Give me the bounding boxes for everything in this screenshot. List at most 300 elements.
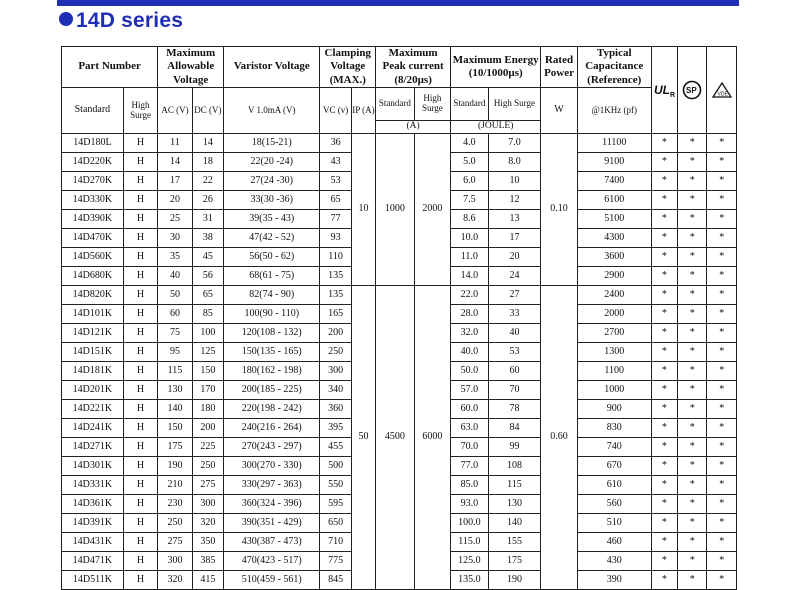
header-v1ma: V 1.0mA (V) [224, 88, 320, 134]
cell-energy-standard: 93.0 [451, 495, 488, 514]
cell-cert-vde: * [707, 343, 737, 362]
cell-cert-vde: * [707, 495, 737, 514]
cell-energy-high-surge: 155 [488, 533, 541, 552]
cell-energy-standard: 14.0 [451, 267, 488, 286]
cell-clamping-voltage: 200 [320, 324, 351, 343]
cell-dc-voltage: 125 [192, 343, 223, 362]
cell-energy-standard: 8.6 [451, 210, 488, 229]
cert-ul [651, 47, 677, 134]
header-clamping-voltage: Clamping Voltage (MAX.) [320, 47, 376, 88]
cell-capacitance: 460 [577, 533, 651, 552]
cell-clamping-voltage: 135 [320, 267, 351, 286]
cell-capacitance: 390 [577, 571, 651, 590]
cell-high-surge: H [123, 324, 157, 343]
cell-dc-voltage: 14 [192, 134, 223, 153]
cell-energy-high-surge: 130 [488, 495, 541, 514]
cell-varistor-voltage: 27(24 -30) [224, 172, 320, 191]
cell-ac-voltage: 25 [158, 210, 192, 229]
cell-energy-standard: 115.0 [451, 533, 488, 552]
cell-ac-voltage: 230 [158, 495, 192, 514]
header-ip: IP (A) [351, 88, 375, 134]
header-w: W [541, 88, 577, 134]
cell-cert-csa: * [678, 362, 707, 381]
cell-cert-vde: * [707, 248, 737, 267]
cell-dc-voltage: 45 [192, 248, 223, 267]
cell-energy-standard: 7.5 [451, 191, 488, 210]
cell-cert-ul: * [651, 495, 677, 514]
cell-cert-ul: * [651, 153, 677, 172]
cell-ac-voltage: 210 [158, 476, 192, 495]
cell-part-number: 14D101K [62, 305, 124, 324]
cell-varistor-voltage: 220(198 - 242) [224, 400, 320, 419]
cell-varistor-voltage: 360(324 - 396) [224, 495, 320, 514]
cell-capacitance: 1300 [577, 343, 651, 362]
cell-ac-voltage: 60 [158, 305, 192, 324]
cell-cert-vde: * [707, 552, 737, 571]
cell-energy-high-surge: 12 [488, 191, 541, 210]
cell-cert-vde: * [707, 305, 737, 324]
cell-energy-high-surge: 60 [488, 362, 541, 381]
cell-capacitance: 9100 [577, 153, 651, 172]
cell-cert-ul: * [651, 400, 677, 419]
cell-clamping-voltage: 135 [320, 286, 351, 305]
cell-cert-vde: * [707, 381, 737, 400]
cell-cert-ul: * [651, 134, 677, 153]
cell-cert-csa: * [678, 495, 707, 514]
cell-energy-high-surge: 10 [488, 172, 541, 191]
cell-dc-voltage: 385 [192, 552, 223, 571]
cell-part-number: 14D180L [62, 134, 124, 153]
cell-cert-vde: * [707, 210, 737, 229]
cell-varistor-voltage: 470(423 - 517) [224, 552, 320, 571]
cell-cert-csa: * [678, 476, 707, 495]
cell-energy-standard: 85.0 [451, 476, 488, 495]
cell-energy-high-surge: 7.0 [488, 134, 541, 153]
cell-varistor-voltage: 390(351 - 429) [224, 514, 320, 533]
cell-part-number: 14D471K [62, 552, 124, 571]
cell-varistor-voltage: 150(135 - 165) [224, 343, 320, 362]
cell-capacitance: 4300 [577, 229, 651, 248]
cert-vde [707, 47, 737, 134]
cell-ac-voltage: 250 [158, 514, 192, 533]
cell-capacitance: 430 [577, 552, 651, 571]
cell-cert-csa: * [678, 571, 707, 590]
cell-high-surge: H [123, 248, 157, 267]
cell-high-surge: H [123, 343, 157, 362]
cell-ac-voltage: 50 [158, 286, 192, 305]
cell-high-surge: H [123, 210, 157, 229]
cell-cert-ul: * [651, 552, 677, 571]
cell-cert-csa: * [678, 172, 707, 191]
cell-high-surge: H [123, 514, 157, 533]
cell-capacitance: 6100 [577, 191, 651, 210]
cell-energy-high-surge: 8.0 [488, 153, 541, 172]
cell-dc-voltage: 170 [192, 381, 223, 400]
cell-high-surge: H [123, 267, 157, 286]
header-ac-v: AC (V) [158, 88, 192, 134]
header-unit-a: (A) [376, 121, 451, 134]
cell-energy-standard: 57.0 [451, 381, 488, 400]
cell-cert-csa: * [678, 191, 707, 210]
cell-clamping-voltage: 650 [320, 514, 351, 533]
cell-part-number: 14D301K [62, 457, 124, 476]
header-energy-standard: Standard [451, 88, 488, 121]
cell-group-ip: 50 [351, 286, 375, 590]
cell-part-number: 14D271K [62, 438, 124, 457]
cell-dc-voltage: 26 [192, 191, 223, 210]
cell-varistor-voltage: 270(243 - 297) [224, 438, 320, 457]
cell-dc-voltage: 22 [192, 172, 223, 191]
cell-capacitance: 2700 [577, 324, 651, 343]
cell-high-surge: H [123, 229, 157, 248]
cell-high-surge: H [123, 457, 157, 476]
cell-energy-standard: 5.0 [451, 153, 488, 172]
cell-part-number: 14D331K [62, 476, 124, 495]
cell-high-surge: H [123, 153, 157, 172]
cell-high-surge: H [123, 495, 157, 514]
cell-varistor-voltage: 240(216 - 264) [224, 419, 320, 438]
spec-table-body [62, 134, 737, 590]
cell-energy-high-surge: 78 [488, 400, 541, 419]
cell-cert-vde: * [707, 229, 737, 248]
cell-ac-voltage: 11 [158, 134, 192, 153]
cell-group-peak-high: 6000 [414, 286, 450, 590]
cell-ac-voltage: 300 [158, 552, 192, 571]
cell-energy-standard: 11.0 [451, 248, 488, 267]
cell-energy-standard: 50.0 [451, 362, 488, 381]
cell-cert-ul: * [651, 210, 677, 229]
cell-cert-csa: * [678, 514, 707, 533]
cell-high-surge: H [123, 400, 157, 419]
cell-capacitance: 7400 [577, 172, 651, 191]
cell-part-number: 14D270K [62, 172, 124, 191]
cell-high-surge: H [123, 381, 157, 400]
cell-energy-standard: 135.0 [451, 571, 488, 590]
cell-varistor-voltage: 100(90 - 110) [224, 305, 320, 324]
cell-part-number: 14D151K [62, 343, 124, 362]
cell-cert-csa: * [678, 552, 707, 571]
cell-group-peak-std: 4500 [376, 286, 415, 590]
cell-cert-ul: * [651, 571, 677, 590]
cell-cert-csa: * [678, 267, 707, 286]
cell-varistor-voltage: 120(108 - 132) [224, 324, 320, 343]
cell-clamping-voltage: 455 [320, 438, 351, 457]
table-row [62, 286, 737, 305]
cell-dc-voltage: 300 [192, 495, 223, 514]
cell-part-number: 14D201K [62, 381, 124, 400]
cell-cert-ul: * [651, 324, 677, 343]
cell-energy-standard: 6.0 [451, 172, 488, 191]
cell-energy-high-surge: 115 [488, 476, 541, 495]
cell-energy-standard: 60.0 [451, 400, 488, 419]
cell-clamping-voltage: 395 [320, 419, 351, 438]
cell-varistor-voltage: 47(42 - 52) [224, 229, 320, 248]
cell-cert-vde: * [707, 286, 737, 305]
cell-high-surge: H [123, 438, 157, 457]
cell-cert-csa: * [678, 438, 707, 457]
cell-dc-voltage: 200 [192, 419, 223, 438]
cell-cert-ul: * [651, 457, 677, 476]
cell-energy-standard: 125.0 [451, 552, 488, 571]
cell-ac-voltage: 40 [158, 267, 192, 286]
svg-text:VDE: VDE [717, 91, 728, 98]
cell-cert-ul: * [651, 305, 677, 324]
cell-high-surge: H [123, 191, 157, 210]
cell-ac-voltage: 35 [158, 248, 192, 267]
cell-group-peak-high: 2000 [414, 134, 450, 286]
cell-cert-csa: * [678, 324, 707, 343]
svg-text:SP: SP [686, 86, 697, 95]
cell-ac-voltage: 150 [158, 419, 192, 438]
cell-high-surge: H [123, 305, 157, 324]
cell-capacitance: 1000 [577, 381, 651, 400]
cell-cert-vde: * [707, 191, 737, 210]
cell-varistor-voltage: 33(30 -36) [224, 191, 320, 210]
cell-cert-vde: * [707, 324, 737, 343]
cell-ac-voltage: 320 [158, 571, 192, 590]
cell-energy-standard: 4.0 [451, 134, 488, 153]
cell-ac-voltage: 30 [158, 229, 192, 248]
title-text: 14D series [76, 9, 184, 32]
bullet-icon [59, 12, 73, 26]
cell-cert-csa: * [678, 153, 707, 172]
cell-dc-voltage: 65 [192, 286, 223, 305]
cell-high-surge: H [123, 134, 157, 153]
cell-high-surge: H [123, 476, 157, 495]
cell-capacitance: 2000 [577, 305, 651, 324]
cell-dc-voltage: 415 [192, 571, 223, 590]
cell-ac-voltage: 75 [158, 324, 192, 343]
cell-cert-ul: * [651, 438, 677, 457]
cell-part-number: 14D391K [62, 514, 124, 533]
cell-varistor-voltage: 430(387 - 473) [224, 533, 320, 552]
header-max-energy: Maximum Energy (10/1000µs) [451, 47, 541, 88]
cell-energy-standard: 32.0 [451, 324, 488, 343]
cell-ac-voltage: 275 [158, 533, 192, 552]
cell-group-ip: 10 [351, 134, 375, 286]
cell-energy-standard: 63.0 [451, 419, 488, 438]
cell-clamping-voltage: 93 [320, 229, 351, 248]
cell-varistor-voltage: 39(35 - 43) [224, 210, 320, 229]
spec-table [61, 46, 737, 590]
cell-high-surge: H [123, 419, 157, 438]
cell-energy-high-surge: 190 [488, 571, 541, 590]
header-typical-capacitance: Typical Capacitance (Reference) [577, 47, 651, 88]
cell-clamping-voltage: 250 [320, 343, 351, 362]
cell-cert-ul: * [651, 229, 677, 248]
cell-clamping-voltage: 36 [320, 134, 351, 153]
cell-energy-high-surge: 27 [488, 286, 541, 305]
cell-cert-vde: * [707, 419, 737, 438]
cell-part-number: 14D560K [62, 248, 124, 267]
cell-energy-high-surge: 84 [488, 419, 541, 438]
cell-high-surge: H [123, 552, 157, 571]
cell-ac-voltage: 17 [158, 172, 192, 191]
cell-clamping-voltage: 360 [320, 400, 351, 419]
cell-part-number: 14D511K [62, 571, 124, 590]
cell-capacitance: 2900 [577, 267, 651, 286]
cell-energy-high-surge: 140 [488, 514, 541, 533]
header-peak-high-surge: High Surge [414, 88, 450, 121]
cell-cert-csa: * [678, 229, 707, 248]
svg-text:R: R [670, 92, 676, 98]
cell-varistor-voltage: 200(185 - 225) [224, 381, 320, 400]
cell-varistor-voltage: 330(297 - 363) [224, 476, 320, 495]
cell-cert-ul: * [651, 533, 677, 552]
cell-cert-vde: * [707, 571, 737, 590]
cell-clamping-voltage: 65 [320, 191, 351, 210]
cell-cert-ul: * [651, 172, 677, 191]
cell-clamping-voltage: 165 [320, 305, 351, 324]
cell-dc-voltage: 150 [192, 362, 223, 381]
cell-dc-voltage: 31 [192, 210, 223, 229]
cell-high-surge: H [123, 571, 157, 590]
cell-energy-standard: 70.0 [451, 438, 488, 457]
cell-energy-standard: 77.0 [451, 457, 488, 476]
cell-clamping-voltage: 550 [320, 476, 351, 495]
cell-energy-high-surge: 99 [488, 438, 541, 457]
cell-rated-power: 0.60 [541, 286, 577, 590]
cell-high-surge: H [123, 362, 157, 381]
cell-ac-voltage: 130 [158, 381, 192, 400]
cell-dc-voltage: 18 [192, 153, 223, 172]
cell-cert-csa: * [678, 419, 707, 438]
cell-varistor-voltage: 300(270 - 330) [224, 457, 320, 476]
cell-dc-voltage: 180 [192, 400, 223, 419]
cell-energy-high-surge: 108 [488, 457, 541, 476]
top-accent-bar [57, 0, 739, 6]
cell-energy-standard: 100.0 [451, 514, 488, 533]
cell-clamping-voltage: 845 [320, 571, 351, 590]
cell-cert-ul: * [651, 514, 677, 533]
cell-cert-csa: * [678, 400, 707, 419]
cell-capacitance: 610 [577, 476, 651, 495]
cell-cert-ul: * [651, 362, 677, 381]
cell-cert-ul: * [651, 419, 677, 438]
cell-varistor-voltage: 68(61 - 75) [224, 267, 320, 286]
cell-cert-ul: * [651, 476, 677, 495]
cell-clamping-voltage: 595 [320, 495, 351, 514]
csa-icon [682, 80, 702, 100]
cell-capacitance: 670 [577, 457, 651, 476]
cell-part-number: 14D220K [62, 153, 124, 172]
cell-dc-voltage: 275 [192, 476, 223, 495]
cell-varistor-voltage: 180(162 - 198) [224, 362, 320, 381]
cell-dc-voltage: 250 [192, 457, 223, 476]
cell-cert-csa: * [678, 248, 707, 267]
cell-ac-voltage: 140 [158, 400, 192, 419]
svg-text:UL: UL [654, 83, 671, 97]
cell-part-number: 14D431K [62, 533, 124, 552]
cell-ac-voltage: 95 [158, 343, 192, 362]
cell-clamping-voltage: 110 [320, 248, 351, 267]
cell-high-surge: H [123, 533, 157, 552]
cell-ac-voltage: 115 [158, 362, 192, 381]
cell-capacitance: 11100 [577, 134, 651, 153]
cell-cert-ul: * [651, 381, 677, 400]
cell-cert-vde: * [707, 438, 737, 457]
header-dc-v: DC (V) [192, 88, 223, 134]
cell-cert-csa: * [678, 381, 707, 400]
cell-part-number: 14D470K [62, 229, 124, 248]
cell-clamping-voltage: 500 [320, 457, 351, 476]
cell-part-number: 14D221K [62, 400, 124, 419]
cell-part-number: 14D820K [62, 286, 124, 305]
cell-energy-high-surge: 53 [488, 343, 541, 362]
cell-varistor-voltage: 82(74 - 90) [224, 286, 320, 305]
cell-part-number: 14D181K [62, 362, 124, 381]
cell-cert-csa: * [678, 305, 707, 324]
cell-clamping-voltage: 710 [320, 533, 351, 552]
header-unit-joule: (JOULE) [451, 121, 541, 134]
cell-clamping-voltage: 43 [320, 153, 351, 172]
cell-capacitance: 900 [577, 400, 651, 419]
cell-capacitance: 5100 [577, 210, 651, 229]
cell-cert-csa: * [678, 343, 707, 362]
cell-varistor-voltage: 18(15-21) [224, 134, 320, 153]
cell-part-number: 14D121K [62, 324, 124, 343]
cell-capacitance: 1100 [577, 362, 651, 381]
cell-clamping-voltage: 340 [320, 381, 351, 400]
cell-dc-voltage: 320 [192, 514, 223, 533]
cell-energy-high-surge: 24 [488, 267, 541, 286]
cell-energy-high-surge: 70 [488, 381, 541, 400]
header-high-surge: High Surge [123, 88, 157, 134]
header-standard: Standard [62, 88, 124, 134]
page-title [59, 9, 183, 33]
header-rated-power: Rated Power [541, 47, 577, 88]
header-part-number: Part Number [62, 47, 158, 88]
cell-capacitance: 560 [577, 495, 651, 514]
cell-dc-voltage: 100 [192, 324, 223, 343]
cell-varistor-voltage: 22(20 -24) [224, 153, 320, 172]
vde-icon [712, 82, 732, 98]
cell-cert-vde: * [707, 267, 737, 286]
cell-energy-high-surge: 20 [488, 248, 541, 267]
cell-dc-voltage: 85 [192, 305, 223, 324]
cell-cert-csa: * [678, 457, 707, 476]
header-energy-high-surge: High Surge [488, 88, 541, 121]
cell-energy-standard: 40.0 [451, 343, 488, 362]
cell-cert-csa: * [678, 533, 707, 552]
cell-energy-standard: 28.0 [451, 305, 488, 324]
cell-group-peak-std: 1000 [376, 134, 415, 286]
header-capacitance-unit: @1KHz (pf) [577, 88, 651, 134]
cell-cert-csa: * [678, 210, 707, 229]
cell-part-number: 14D361K [62, 495, 124, 514]
cell-cert-vde: * [707, 457, 737, 476]
cell-ac-voltage: 20 [158, 191, 192, 210]
cell-ac-voltage: 175 [158, 438, 192, 457]
cell-cert-ul: * [651, 191, 677, 210]
header-peak-standard: Standard [376, 88, 415, 121]
cell-part-number: 14D680K [62, 267, 124, 286]
cell-varistor-voltage: 510(459 - 561) [224, 571, 320, 590]
cell-high-surge: H [123, 286, 157, 305]
header-max-peak-current: Maximum Peak current (8/20µs) [376, 47, 451, 88]
cell-cert-vde: * [707, 533, 737, 552]
cell-cert-csa: * [678, 286, 707, 305]
cell-energy-high-surge: 33 [488, 305, 541, 324]
cell-capacitance: 2400 [577, 286, 651, 305]
cell-cert-vde: * [707, 400, 737, 419]
cell-cert-vde: * [707, 153, 737, 172]
cell-capacitance: 830 [577, 419, 651, 438]
cell-cert-vde: * [707, 476, 737, 495]
cell-cert-ul: * [651, 286, 677, 305]
cell-ac-voltage: 190 [158, 457, 192, 476]
cell-energy-standard: 10.0 [451, 229, 488, 248]
